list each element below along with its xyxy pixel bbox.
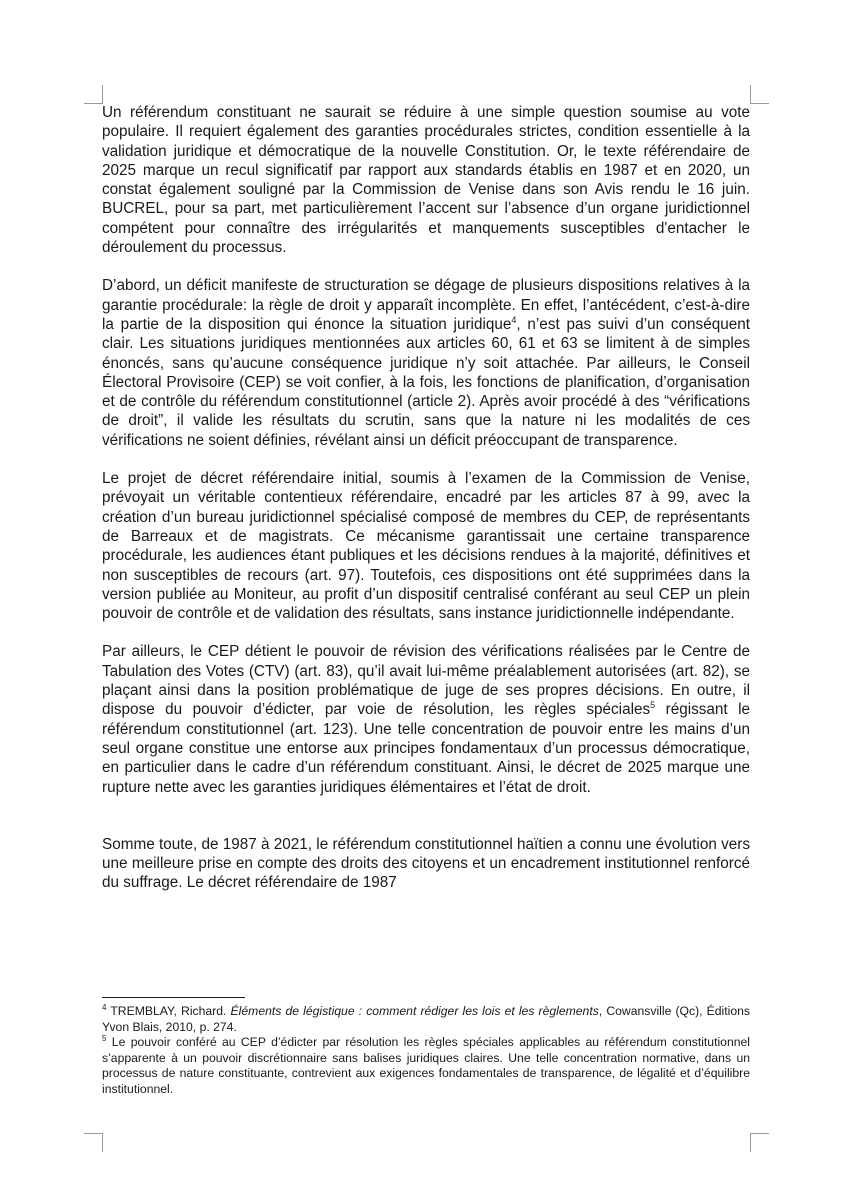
footnotes (102, 1004, 750, 1098)
crop-mark-top-left (84, 85, 103, 104)
crop-mark-bottom-right (750, 1133, 769, 1152)
body-text (102, 103, 750, 912)
paragraph-2-text: D’abord, un déficit manifeste de structuration se dégage de plusieurs dispositions relatives à la garantie procédurale: la règle de droit y apparaît incomplète. En effet, l’antécédent, c’est-à-dire la partie de la disposition qui énonce la situation juridique (102, 277, 750, 333)
footnote-title: Éléments de légistique : comment rédiger les lois et les règlements (230, 1004, 599, 1018)
footnote-publication: , Cowansville (Qc), Éditions Yvon Blais, 2010, p. 274. (102, 1004, 750, 1034)
paragraph-5: Somme toute, de 1987 à 2021, le référendum constitutionnel haïtien a connu une évolution vers une meilleure prise en compte des droits des citoyens et un encadrement institutionnel renforcé du suffrage. Le décret référendaire de 1987 (102, 835, 750, 892)
paragraph-3: Le projet de décret référendaire initial, soumis à l’examen de la Commission de Venise, prévoyait un véritable contentieux référendaire, encadré par les articles 87 à 99, avec la création d’un bureau juridictionnel spécialisé composé de membres du CEP, de représentants de Barreaux et de magistrats. Ce mécanisme garantissait une certaine transparence procédurale, les audiences étant publiques et les décisions rendues à la majorité, définitives et non susceptibles de recours (art. 97). Toutefois, ces dispositions ont été supprimées dans la version publiée au Moniteur, au profit d’un dispositif centralisé conférant au seul CEP un plein pouvoir de contrôle et de validation des résultats, sans instance juridictionnelle indépendante. (102, 470, 750, 623)
footnote-5 (102, 1035, 750, 1097)
footnote-4 (102, 1004, 750, 1035)
footnote-number: 5 (102, 1034, 107, 1044)
paragraph-4-text-cont: régissant le référendum constitutionnel (art. 123). Une telle concentration de pouvoir entre les mains d’un seul organe constitue une entorse aux principes fondamentaux d’un processus démocratique, en particulier dans le cadre d’un référendum constituant. Ainsi, le décret de 2025 marque une rupture nette avec les garanties juridiques élémentaires et l’état de droit. (102, 701, 750, 796)
crop-mark-bottom-left (84, 1133, 103, 1152)
paragraph-2-text-cont: , n’est pas suivi d’un conséquent clair. Les situations juridiques mentionnées aux articles 60, 61 et 63 se limitent à de simples énoncés, sans qu’aucune conséquence juridique n’y soit attachée. Par ailleurs, le Conseil Électoral Provisoire (CEP) se voit confier, à la fois, les fonctions de planification, d’organisation et de contrôle du référendum constitutionnel (article 2). Après avoir procédé à des “vérifications de droit”, il valide les résultats du scrutin, sans que la nature ni les modalités de ces vérifications ne soient définies, révélant ainsi un déficit préoccupant de transparence. (102, 315, 750, 449)
footnote-separator (102, 997, 245, 998)
footnote-number: 4 (102, 1002, 107, 1012)
footnote-ref-4[interactable]: 4 (511, 314, 517, 325)
footnote-text: Le pouvoir conféré au CEP d’édicter par résolution les règles spéciales applicables au référendum constitutionnel s’apparente à un pouvoir discrétionnaire sans balises juridiques claires. Une telle concentration normative, dans un processus de nature constituante, contrevient aux exigences fondamentales de transparence, de légalité et d’équilibre institutionnel. (102, 1035, 750, 1096)
crop-mark-top-right (750, 85, 769, 104)
paragraph-4 (102, 642, 750, 796)
footnote-author: TREMBLAY, Richard. (106, 1004, 231, 1018)
paragraph-4-text: Par ailleurs, le CEP détient le pouvoir de révision des vérifications réalisées par le Centre de Tabulation des Votes (CTV) (art. 83), qu’il avait lui-même préalablement autorisées (art. 82), se plaçant ainsi dans la position problématique de juge de ses propres décisions. En outre, il dispose du pouvoir d’édicter, par voie de résolution, les règles spéciales (102, 643, 750, 719)
footnote-ref-5[interactable]: 5 (650, 700, 656, 711)
paragraph-1: Un référendum constituant ne saurait se réduire à une simple question soumise au vote populaire. Il requiert également des garanties procédurales strictes, condition essentielle à la validation juridique et démocratique de la nouvelle Constitution. Or, le texte référendaire de 2025 marque un recul significatif par rapport aux standards établis en 1987 et en 2020, un constat également souligné par la Commission de Venise dans son Avis rendu le 16 juin. BUCREL, pour sa part, met particulièrement l’accent sur l’absence d’un organe juridictionnel compétent pour connaître des irrégularités et manquements susceptibles d'entacher le déroulement du processus. (102, 104, 750, 257)
paragraph-2 (102, 276, 750, 450)
